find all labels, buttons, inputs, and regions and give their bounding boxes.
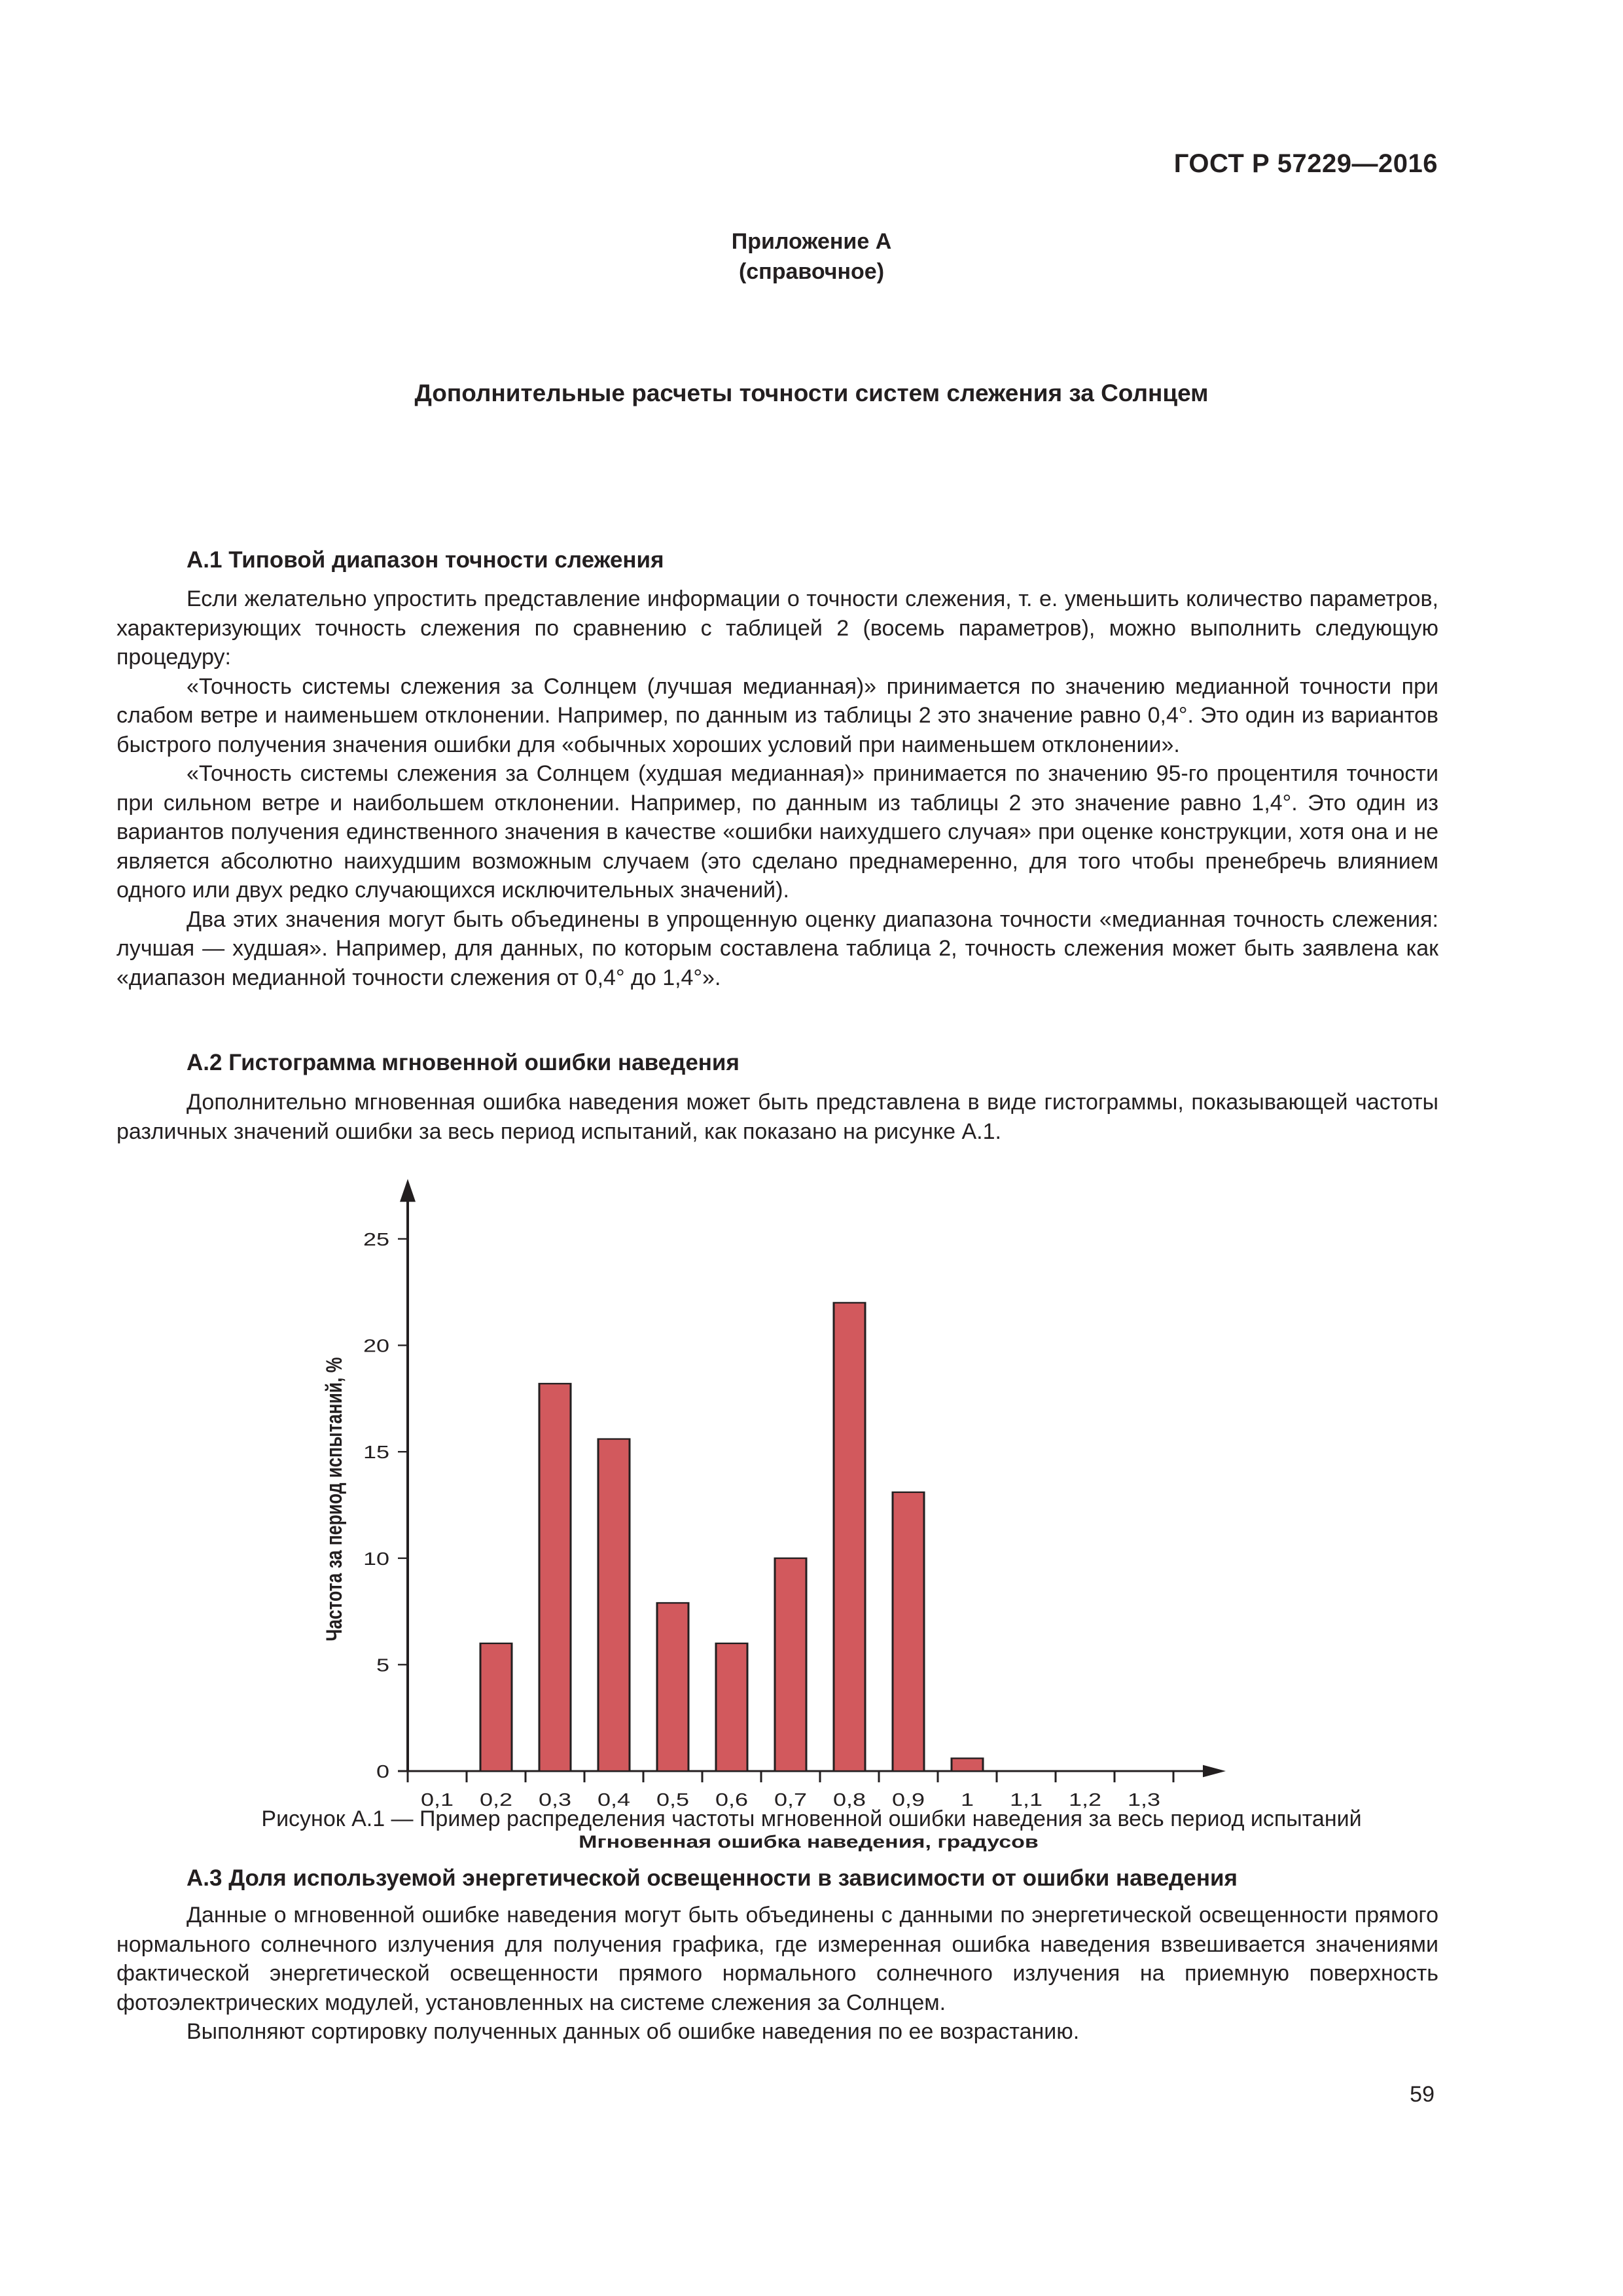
y-tick-label: 0 [376, 1761, 389, 1782]
section-heading-a3: А.3 Доля используемой энергетической освещенности в зависимости от ошибки наведения [187, 1865, 1238, 1891]
x-tick-label: 0,7 [774, 1789, 808, 1810]
x-tick-label: 0,1 [420, 1789, 454, 1810]
histogram-bar [716, 1643, 747, 1771]
paragraph: Два этих значения могут быть объединены в упрощенную оценку диапазона точности «медианная точность слежения: лучшая — худшая». Например, для данных, по которым составлена таблица 2, точность слежения может быть заявлена как «диапазон медианной точности слежения от 0,4° до 1,4°». [116, 906, 1438, 990]
x-tick-label: 1,3 [1127, 1789, 1161, 1810]
histogram-bar [893, 1492, 924, 1771]
histogram-bar [952, 1758, 983, 1771]
y-tick-label: 15 [363, 1442, 389, 1463]
y-tick-label: 25 [363, 1229, 389, 1250]
x-tick-label: 1,2 [1068, 1789, 1102, 1810]
figure-caption: Рисунок А.1 — Пример распределения частоты мгновенной ошибки наведения за весь период испытаний [261, 1806, 1362, 1831]
y-tick-label: 20 [363, 1335, 389, 1356]
x-tick-label: 1 [960, 1789, 974, 1810]
page-number: 59 [1410, 2082, 1435, 2107]
histogram-bar [480, 1643, 512, 1771]
x-tick-label: 0,8 [832, 1789, 866, 1810]
x-tick-label: 0,3 [538, 1789, 572, 1810]
x-tick-label: 0,2 [479, 1789, 513, 1810]
y-axis-label: Частота за период испытаний, % [321, 1357, 347, 1641]
annex-subtitle: (справочное) [738, 259, 885, 284]
section-a1-body [116, 584, 1438, 992]
x-tick-label: 0,4 [597, 1789, 631, 1810]
paragraph: Данные о мгновенной ошибке наведения могут быть объединены с данными по энергетической освещенности прямого нормального солнечного излучения для получения графика, где измеренная ошибка наведения взвешивается значениями фактической энергетической освещенности прямого нормального солнечного излучения на приемную поверхность фотоэлектрических модулей, установленных на системе слежения за Солнцем. [116, 1903, 1438, 2015]
y-tick-label: 10 [363, 1548, 389, 1569]
main-title: Дополнительные расчеты точности систем слежения за Солнцем [414, 380, 1209, 406]
histogram-bar [775, 1558, 806, 1771]
histogram-bar [598, 1439, 630, 1771]
x-tick-label: 0,9 [891, 1789, 925, 1810]
paragraph: «Точность системы слежения за Солнцем (худшая медианная)» принимается по значению 95-го процентиля точности при сильном ветре и наибольшем отклонении. Например, по данным из таблицы 2 это значение равно 1,4°. Это один из вариантов получения единственного значения в качестве «ошибки наихудшего случая» при оценке конструкции, хотя она и не является абсолютно наихудшим возможным случаем (это сделано преднамеренно, для того чтобы пренебречь влиянием одного или двух редко случающихся исключительных значений). [116, 761, 1438, 903]
paragraph: Дополнительно мгновенная ошибка наведения может быть представлена в виде гистограммы, показывающей частоты различных значений ошибки за весь период испытаний, как показано на рисунке А.1. [116, 1090, 1438, 1144]
histogram-bar [657, 1603, 688, 1771]
annex-title: Приложение А [731, 229, 892, 254]
y-tick-label: 5 [376, 1655, 389, 1676]
section-heading-a1: А.1 Типовой диапазон точности слежения [187, 547, 664, 573]
x-tick-label: 0,6 [715, 1789, 749, 1810]
x-tick-label: 1,1 [1009, 1789, 1043, 1810]
section-a3-body [116, 1901, 1438, 2047]
document-id: ГОСТ Р 57229—2016 [1173, 149, 1438, 178]
paragraph: Если желательно упростить представление информации о точности слежения, т. е. уменьшить количество параметров, характеризующих точность слежения по сравнению с таблицей 2 (восемь параметров), можно выполнить следующую процедуру: [116, 586, 1438, 670]
paragraph: Выполняют сортировку полученных данных об ошибке наведения по ее возрастанию. [187, 2019, 1080, 2044]
x-axis-label: Мгновенная ошибка наведения, градусов [579, 1832, 1039, 1852]
x-tick-label: 0,5 [656, 1789, 690, 1810]
x-axis-arrow-icon [1203, 1765, 1226, 1778]
histogram-bar [834, 1302, 865, 1771]
y-axis-arrow-icon [400, 1179, 416, 1202]
paragraph: «Точность системы слежения за Солнцем (лучшая медианная)» принимается по значению медианной точности при слабом ветре и наименьшем отклонении. Например, по данным из таблицы 2 это значение равно 0,4°. Это один из вариантов быстрого получения значения ошибки для «обычных хороших условий при наименьшем отклонении». [116, 673, 1438, 757]
histogram-bar [539, 1384, 571, 1771]
section-heading-a2: А.2 Гистограмма мгновенной ошибки наведения [187, 1050, 740, 1075]
section-a2-body [116, 1088, 1438, 1146]
